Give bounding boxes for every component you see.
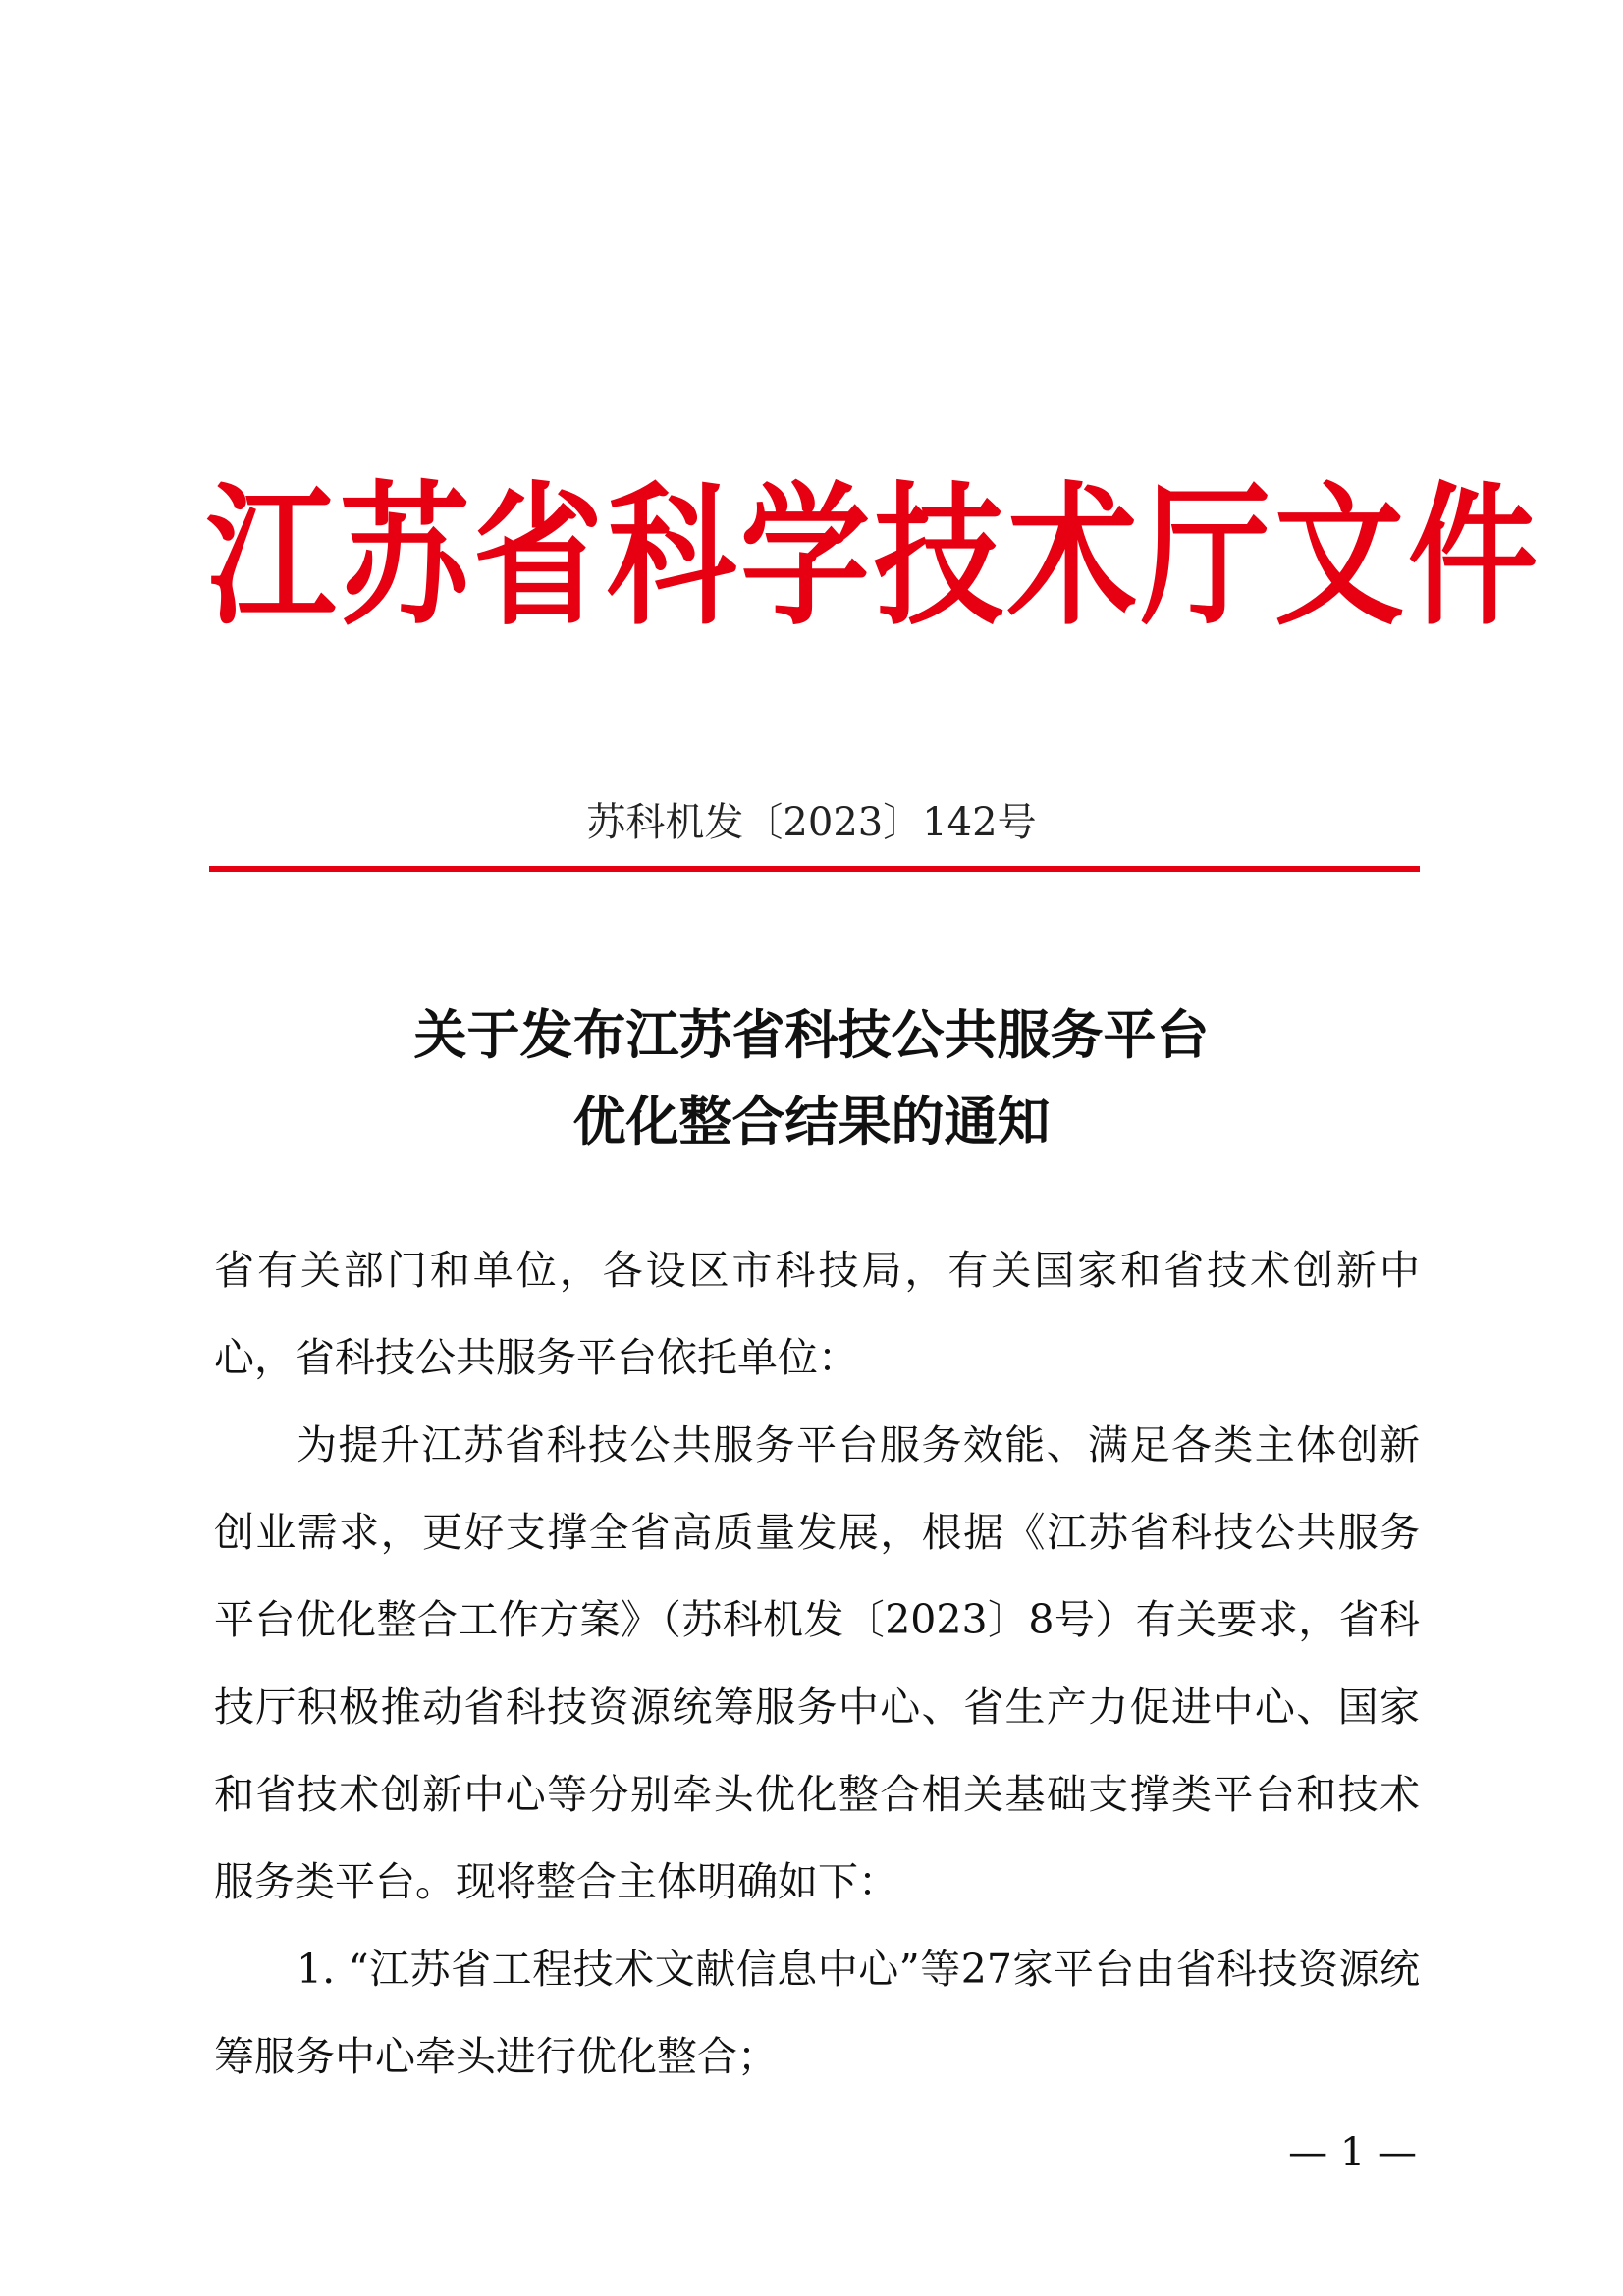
document-number: 苏科机发〔2023〕142号 bbox=[586, 800, 1037, 845]
red-divider-line bbox=[209, 866, 1420, 872]
list-item: 1. “江苏省工程技术文献信息中心”等27家平台由省科技资源统筹服务中心牵头进行优化整合； bbox=[214, 1946, 1420, 2080]
body-paragraph: 为提升江苏省科技公共服务平台服务效能、满足各类主体创新创业需求，更好支撑全省高质量发展，根据《江苏省科技公共服务平台优化整合工作方案》（苏科机发〔2023〕8号）有关要求，省科技厅积极推动省科技资源统筹服务中心、省生产力促进中心、国家和省技术创新中心等分别牵头优化整合相关基础支撑类平台和技术服务类平台。现将整合主体明确如下： bbox=[214, 1421, 1420, 1905]
document-body bbox=[214, 1227, 1420, 2101]
document-title-line-1: 关于发布江苏省科技公共服务平台 bbox=[413, 1003, 1210, 1066]
page-number: — 1 — bbox=[1288, 2130, 1417, 2175]
document-title bbox=[0, 991, 1623, 1164]
masthead-title: 江苏省科学技术厅文件 bbox=[206, 468, 1542, 647]
document-title-line-2: 优化整合结果的通知 bbox=[572, 1090, 1051, 1152]
salutation: 省有关部门和单位，各设区市科技局，有关国家和省技术创新中心，省科技公共服务平台依托单位： bbox=[214, 1247, 1420, 1381]
